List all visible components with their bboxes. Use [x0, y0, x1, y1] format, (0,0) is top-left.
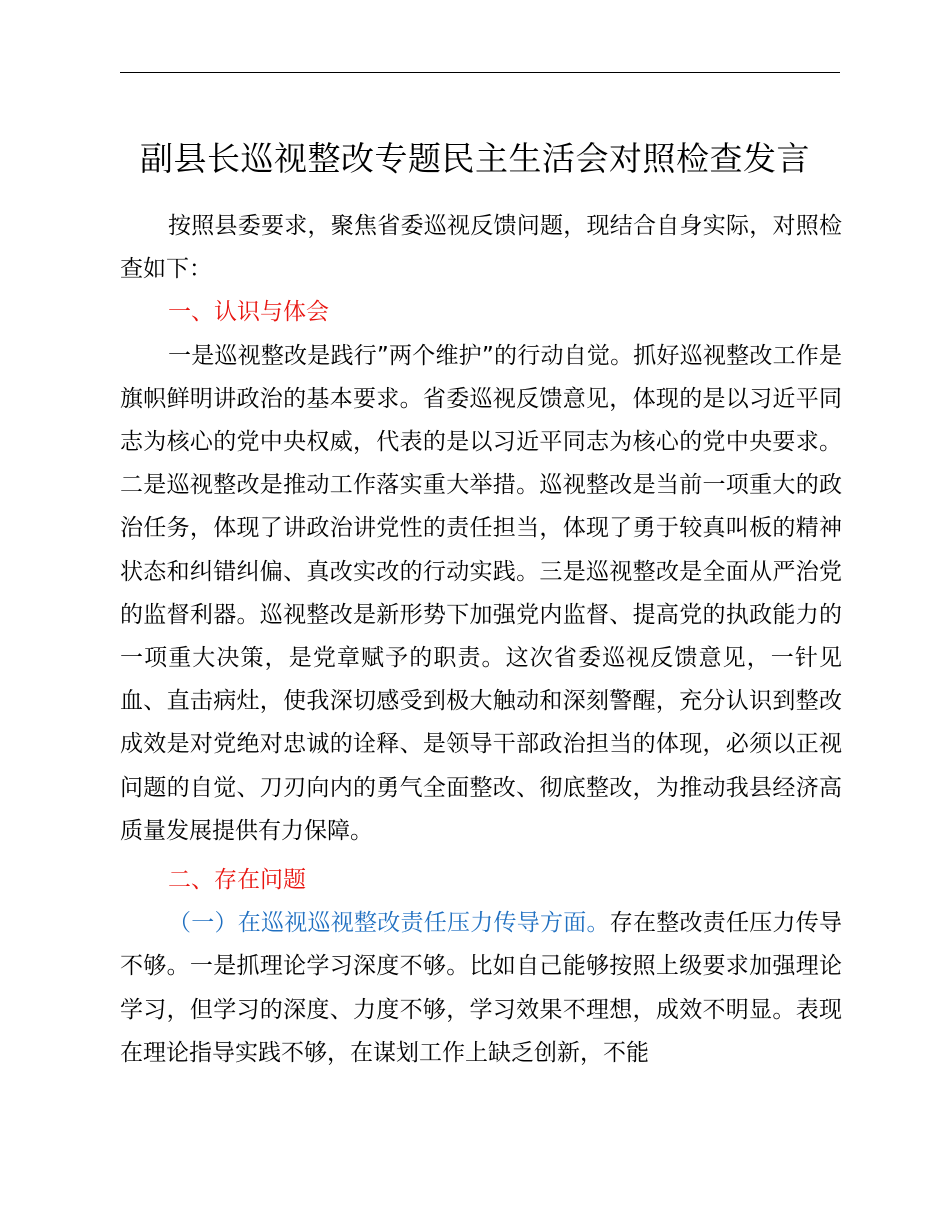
section-heading-understanding: 一、认识与体会	[168, 299, 329, 326]
header-rule	[120, 72, 840, 73]
section-heading-problems: 二、存在问题	[168, 867, 306, 894]
subsection-paragraph	[120, 902, 842, 1075]
document-body	[120, 205, 842, 1075]
subsection-body: 存在整改责任压力传导不够。一是抓理论学习深度不够。比如自己能够按照上级要求加强理论学习，但学习的深度、力度不够，学习效果不理想，成效不明显。表现在理论指导实践不够，在谋划工作上缺乏创新，不能	[120, 910, 842, 1066]
intro-paragraph: 按照县委要求，聚焦省委巡视反馈问题，现结合自身实际，对照检查如下：	[120, 213, 842, 283]
subsection-heading: （一）在巡视巡视整改责任压力传导方面。	[168, 910, 610, 937]
document-title: 副县长巡视整改专题民主生活会对照检查发言	[140, 139, 810, 178]
section-body-understanding: 一是巡视整改是践行”两个维护”的行动自觉。抓好巡视整改工作是旗帜鲜明讲政治的基本要求。省委巡视反馈意见，体现的是以习近平同志为核心的党中央权威，代表的是以习近平同志为核心的党中央要求。二是巡视整改是推动工作落实重大举措。巡视整改是当前一项重大的政治任务，体现了讲政治讲党性的责任担当，体现了勇于较真叫板的精神状态和纠错纠偏、真改实改的行动实践。三是巡视整改是全面从严治党的监督利器。巡视整改是新形势下加强党内监督、提高党的执政能力的一项重大决策，是党章赋予的职责。这次省委巡视反馈意见，一针见血、直击病灶，使我深切感受到极大触动和深刻警醒，充分认识到整改成效是对党绝对忠诚的诠释、是领导干部政治担当的体现，必须以正视问题的自觉、刀刃向内的勇气全面整改、彻底整改，为推动我县经济高质量发展提供有力保障。	[120, 342, 842, 844]
